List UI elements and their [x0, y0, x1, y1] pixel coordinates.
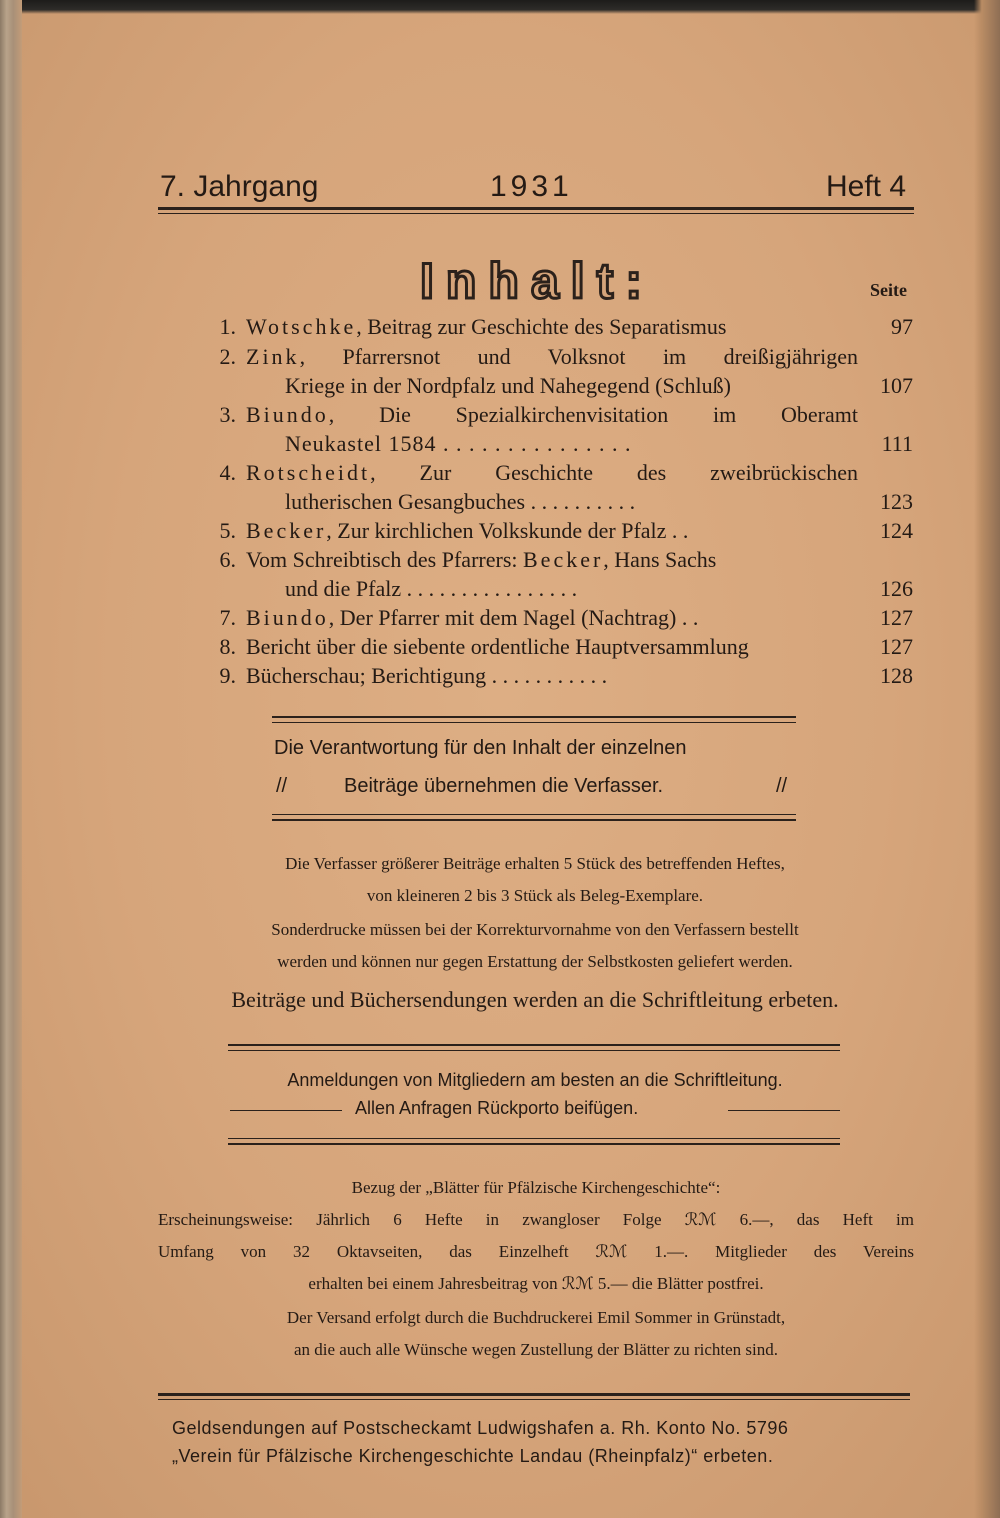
toc-item-text: Vom Schreibtisch des Pfarrers:	[246, 547, 523, 572]
toc-item-number: 6.	[219, 547, 236, 572]
toc-item-text: , Pfarrersnot und Volksnot im dreißigjährigen	[299, 344, 858, 369]
membership-rule	[228, 1138, 840, 1139]
membership-rule	[228, 1044, 840, 1046]
toc-item-page: 126	[880, 576, 913, 601]
toc-item-author: Zink	[246, 344, 300, 369]
subscription-line: Erscheinungsweise: Jährlich 6 Hefte in zwangloser Folge ℛℳ 6.—, das Heft im	[158, 1210, 914, 1229]
toc-item-number: 3.	[219, 402, 236, 427]
toc-item-page: 97	[891, 314, 913, 339]
toc-item-number: 4.	[219, 460, 236, 485]
contents-title: Inhalt:	[420, 253, 654, 309]
membership-rule	[228, 1143, 840, 1145]
authors-note-line: werden und können nur gegen Erstattung der Selbstkosten geliefert werden.	[277, 952, 793, 971]
payment-line-1: Geldsendungen auf Postscheckamt Ludwigshafen a. Rh. Konto No. 5796	[172, 1418, 789, 1438]
toc-item-number: 8.	[219, 634, 236, 659]
toc-item-page: 127	[880, 634, 913, 659]
year-label: 1931	[490, 170, 573, 203]
toc-item-text-cont: Kriege in der Nordpfalz und Nahegegend (Schluß)	[285, 373, 731, 398]
subscription-line: Umfang von 32 Oktavseiten, das Einzelheft ℛℳ 1.—. Mitglieder des Vereins	[158, 1242, 914, 1261]
responsibility-line-1: Die Verantwortung für den Inhalt der einzelnen	[274, 737, 687, 759]
toc-item-text: , Die Spezialkirchenvisitation im Oberamt	[328, 402, 858, 427]
toc-item-text: , Der Pfarrer mit dem Nagel (Nachtrag) . .	[328, 605, 699, 630]
toc-item-number: 5.	[219, 518, 236, 543]
membership-dash	[728, 1110, 840, 1111]
toc-item-number: 1.	[219, 314, 236, 339]
membership-line-1: Anmeldungen von Mitgliedern am besten an die Schriftleitung.	[287, 1070, 783, 1090]
toc-item-text: , Beitrag zur Geschichte des Separatismus	[356, 314, 727, 339]
membership-rule	[228, 1050, 840, 1051]
authors-note-line: Die Verfasser größerer Beiträge erhalten 5 Stück des betreffenden Heftes,	[285, 854, 785, 873]
payment-rule	[158, 1399, 910, 1400]
responsibility-line-2: Beiträge übernehmen die Verfasser.	[344, 775, 664, 797]
toc-item-author: Biundo	[246, 402, 329, 427]
membership-line-2: Allen Anfragen Rückporto beifügen.	[355, 1098, 639, 1118]
authors-note	[150, 848, 920, 978]
toc-item-text: , Hans Sachs	[603, 547, 717, 572]
payment-rule	[158, 1393, 910, 1396]
toc-item-text-cont: Neukastel 1584 . . . . . . . . . . . . . . .	[285, 431, 632, 456]
toc-item-author: Rotscheidt	[246, 460, 371, 485]
scan-top-edge	[0, 0, 1000, 14]
submissions-note: Beiträge und Büchersendungen werden an die Schriftleitung erbeten.	[231, 987, 839, 1012]
authors-note-line: Sonderdrucke müssen bei der Korrekturvornahme von den Verfassern bestellt	[271, 920, 799, 939]
toc-item-page: 111	[881, 431, 913, 456]
responsibility-mark-left: //	[276, 775, 288, 797]
membership-dash	[230, 1110, 342, 1111]
toc-item-page: 124	[880, 518, 913, 543]
subscription-info	[158, 1172, 914, 1366]
volume-label: 7. Jahrgang	[160, 170, 319, 203]
toc-item-text: Bücherschau; Berichtigung . . . . . . . . . . .	[246, 663, 608, 688]
page-column-label: Seite	[870, 280, 907, 300]
toc-item-page: 107	[880, 373, 913, 398]
header-rule-thick	[158, 207, 914, 210]
toc-item-author: Biundo	[246, 605, 329, 630]
toc-item-number: 9.	[219, 663, 236, 688]
toc-item-text: Bericht über die siebente ordentliche Hauptversammlung	[246, 634, 749, 659]
notice-rule	[272, 722, 796, 723]
payment-line-2: „Verein für Pfälzische Kirchengeschichte Landau (Rheinpfalz)“ erbeten.	[172, 1446, 774, 1466]
header-rule-thin	[158, 213, 914, 214]
notice-rule	[272, 819, 796, 821]
toc-item-text-cont: und die Pfalz . . . . . . . . . . . . . . . .	[285, 576, 578, 601]
subscription-line: Bezug der „Blätter für Pfälzische Kirchengeschichte“:	[351, 1178, 721, 1197]
toc-item-text: , Zur Geschichte des zweibrückischen	[370, 460, 858, 485]
toc-item-page: 128	[880, 663, 913, 688]
toc-item-author: Wotschke	[246, 314, 357, 339]
responsibility-mark-right: //	[776, 775, 788, 797]
toc-item-page: 123	[880, 489, 913, 514]
toc-item-number: 7.	[219, 605, 236, 630]
subscription-line: Der Versand erfolgt durch die Buchdruckerei Emil Sommer in Grünstadt,	[286, 1308, 786, 1327]
book-spine-edge	[0, 0, 22, 1518]
toc-item-text-cont: lutherischen Gesangbuches . . . . . . . . . .	[285, 489, 636, 514]
toc-item-page: 127	[880, 605, 913, 630]
subscription-line: an die auch alle Wünsche wegen Zustellung der Blätter zu richten sind.	[293, 1340, 779, 1359]
subscription-line: erhalten bei einem Jahresbeitrag von ℛℳ 5.— die Blätter postfrei.	[308, 1274, 764, 1293]
notice-rule	[272, 814, 796, 815]
authors-note-line: von kleineren 2 bis 3 Stück als Beleg-Exemplare.	[366, 886, 704, 905]
page-right-edge	[974, 0, 1000, 1518]
toc-item-author: Becker	[523, 547, 604, 572]
toc-item-text: , Zur kirchlichen Volkskunde der Pfalz . .	[326, 518, 689, 543]
issue-label: Heft 4	[826, 170, 907, 203]
notice-rule	[272, 716, 796, 718]
toc-item-number: 2.	[219, 344, 236, 369]
toc-item-author: Becker	[246, 518, 327, 543]
